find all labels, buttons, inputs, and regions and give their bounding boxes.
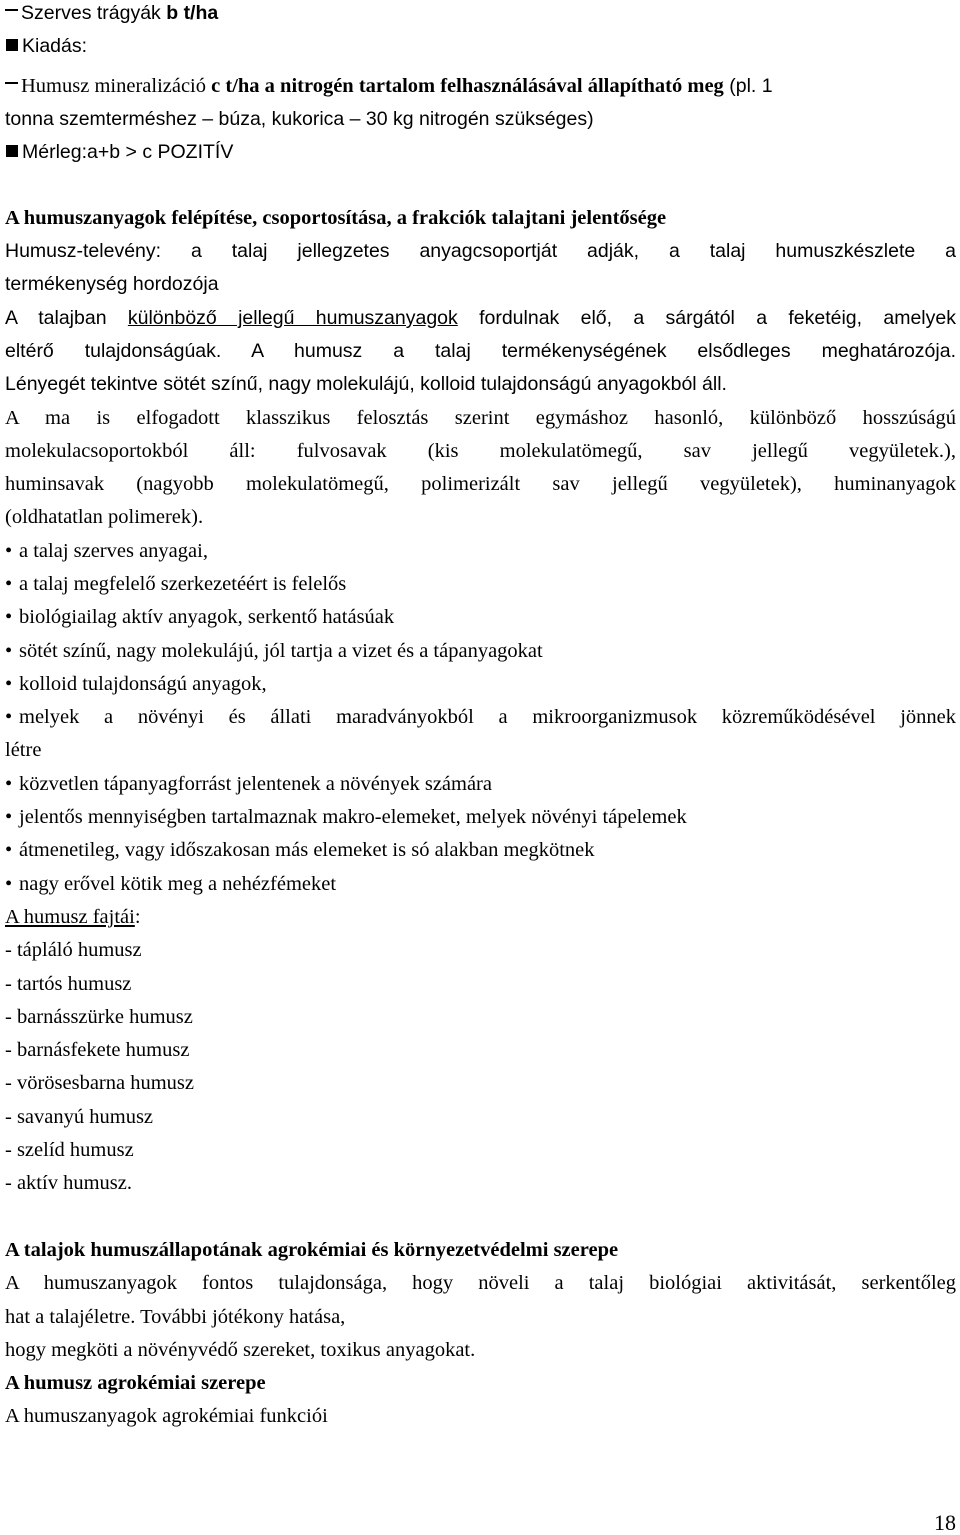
bullet-icon: • — [5, 806, 13, 828]
paragraph-line: A talajban különböző jellegű humuszanyagok fordulnak elő, a sárgától a feketéig, amelyek — [5, 307, 956, 329]
nitrogen-note-line: tonna szemterméshez – búza, kukorica – 30 kg nitrogén szükséges) — [5, 108, 594, 130]
bullet-icon: • — [5, 573, 13, 595]
expenses-line: Kiadás: — [5, 33, 956, 66]
paragraph-line: eltérő tulajdonságúak. A humusz a talaj termékenységének elsődleges meghatározója. — [5, 340, 956, 362]
paragraph-line: A humuszanyagok agrokémiai funkciói — [5, 1405, 328, 1427]
bullet-icon: • — [5, 606, 13, 628]
list-item: • biológiailag aktív anyagok, serkentő hatásúak — [5, 606, 395, 628]
bullet-icon: • — [5, 540, 13, 562]
paragraph-line: termékenység hordozója — [5, 273, 219, 295]
list-item: • közvetlen tápanyagforrást jelentenek a növények számára — [5, 773, 492, 795]
humus-types-heading: A humusz fajtái: — [5, 906, 141, 928]
paragraph-line: A ma is elfogadott klasszikus felosztás szerint egymáshoz hasonló, különböző hosszúságú — [5, 407, 956, 429]
page-number: 18 — [934, 1510, 956, 1535]
list-item: - tápláló humusz — [5, 939, 142, 961]
paragraph-line: hat a talajéletre. További jótékony hatása, — [5, 1306, 346, 1328]
bullet-icon: • — [5, 706, 13, 728]
dash-icon — [5, 9, 18, 11]
bullet-icon: • — [5, 839, 13, 861]
paragraph-line: (oldhatatlan polimerek). — [5, 506, 204, 528]
bullet-icon: • — [5, 873, 13, 895]
paragraph-line: A humuszanyagok fontos tulajdonsága, hogy növeli a talaj biológiai aktivitását, serkentőleg — [5, 1272, 956, 1294]
bullet-icon: • — [5, 640, 13, 662]
list-item: - szelíd humusz — [5, 1139, 134, 1161]
dash-icon — [5, 82, 18, 84]
paragraph-line: Humusz-televény: a talaj jellegzetes anyagcsoportját adják, a talaj humuszkészlete a — [5, 240, 956, 262]
balance-line: Mérleg:a+b > c POZITÍV — [5, 139, 956, 172]
section-heading-structure: A humuszanyagok felépítése, csoportosítása, a frakciók talajtani jelentősége — [5, 207, 667, 229]
paragraph-line: huminsavak (nagyobb molekulatömegű, polimerizált sav jellegű vegyületek), huminanyagok — [5, 473, 956, 495]
list-item: • a talaj szerves anyagai, — [5, 540, 208, 562]
list-item: • átmenetileg, vagy időszakosan más elemeket is só alakban megkötnek — [5, 839, 595, 861]
bullet-icon: • — [5, 773, 13, 795]
list-item: - savanyú humusz — [5, 1106, 154, 1128]
bullet-icon: • — [5, 673, 13, 695]
paragraph-line: hogy megköti a növényvédő szereket, toxikus anyagokat. — [5, 1339, 476, 1361]
list-item: • sötét színű, nagy molekulájú, jól tartja a vizet és a tápanyagokat — [5, 640, 543, 662]
list-item: - barnásfekete humusz — [5, 1039, 190, 1061]
paragraph-line: Lényegét tekintve sötét színű, nagy molekulájú, kolloid tulajdonságú anyagokból áll. — [5, 373, 727, 395]
square-bullet-icon — [6, 145, 18, 157]
list-item: - tartós humusz — [5, 973, 132, 995]
list-item: • nagy erővel kötik meg a nehézfémeket — [5, 873, 337, 895]
list-item: - aktív humusz. — [5, 1172, 132, 1194]
manure-value: b t/ha — [166, 2, 219, 24]
list-item: • jelentős mennyiségben tartalmaznak makro-elemeket, melyek növényi tápelemek — [5, 806, 687, 828]
square-bullet-icon — [6, 39, 18, 51]
list-item: - vörösesbarna humusz — [5, 1072, 195, 1094]
section-heading-humus-state: A talajok humuszállapotának agrokémiai és környezetvédelmi szerepe — [5, 1239, 619, 1261]
list-item: • kolloid tulajdonságú anyagok, — [5, 673, 267, 695]
organic-manure-line: Szerves trágyák b t/ha — [5, 0, 956, 33]
paragraph-line: molekulacsoportokból áll: fulvosavak (kis molekulatömegű, sav jellegű vegyületek.), — [5, 440, 956, 462]
list-item: - barnásszürke humusz — [5, 1006, 193, 1028]
list-item-continuation: létre — [5, 739, 42, 761]
list-item: • a talaj megfelelő szerkezetéért is felelős — [5, 573, 347, 595]
humus-mineralization-line: Humusz mineralizáció c t/ha a nitrogén tartalom felhasználásával állapítható meg (pl. 1 — [5, 73, 956, 106]
list-item: • melyek a növényi és állati maradványokból a mikroorganizmusok közreműködésével jönnek — [5, 706, 956, 728]
section-heading-agrochemical-role: A humusz agrokémiai szerepe — [5, 1372, 266, 1394]
